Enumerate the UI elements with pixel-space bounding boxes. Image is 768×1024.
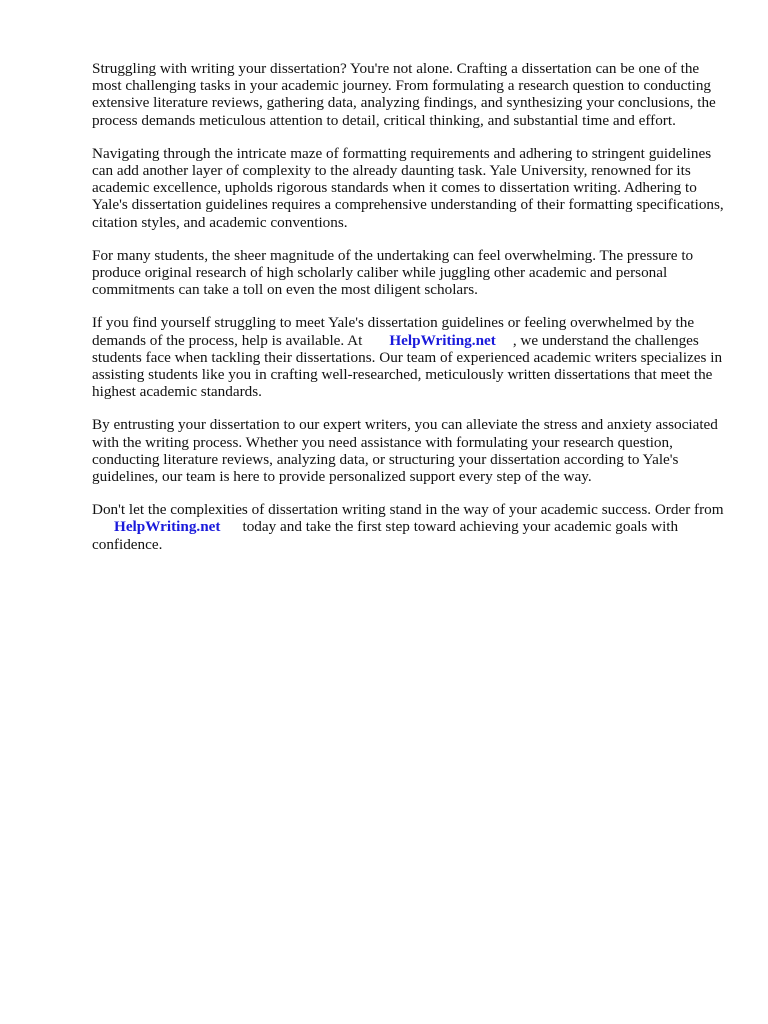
paragraph-help-text-start: If you find yourself struggling to meet Yale's dissertation guidelines or feeling overwhelmed by the demands of the process, help is available. At <box>92 314 695 349</box>
paragraph-pressure: For many students, the sheer magnitude of the undertaking can feel overwhelming. The pressure to produce original research of high scholarly caliber while juggling other academic and personal commitments can take a toll on even the most diligent scholars. <box>92 246 694 299</box>
paragraph-help <box>92 314 732 400</box>
document-page <box>92 60 732 569</box>
paragraph-help-text-end: , we understand the challenges students face when tackling their dissertations. Our team of experienced academic writers specializes in assisting students like you in crafting well-researched, meticulously written dissertations that meet the highest academic standards. <box>92 331 723 401</box>
helpwriting-link[interactable]: HelpWriting.net <box>389 331 496 349</box>
paragraph-cta-text-end: today and take the first step toward achieving your academic goals with confidence. <box>92 518 679 553</box>
helpwriting-order-link[interactable]: HelpWriting.net <box>114 518 221 536</box>
paragraph-intro: Struggling with writing your dissertation? You're not alone. Crafting a dissertation can be one of the most challenging tasks in your academic journey. From formulating a research question to conducting extensive literature reviews, gathering data, analyzing findings, and synthesizing your conclusions, the process demands meticulous attention to detail, critical thinking, and substantial time and effort. <box>92 60 716 129</box>
paragraph-entrusting: By entrusting your dissertation to our expert writers, you can alleviate the stress and anxiety associated with the writing process. Whether you need assistance with formulating your research question, conducting literature reviews, analyzing data, or structuring your dissertation according to Yale's guidelines, our team is here to provide personalized support every step of the way. <box>92 416 718 486</box>
paragraph-cta-text-start: Don't let the complexities of dissertation writing stand in the way of your academic success. Order from <box>92 501 724 519</box>
paragraph-formatting: Navigating through the intricate maze of formatting requirements and adhering to stringent guidelines can add another layer of complexity to the already daunting task. Yale University, renowned for its academic excellence, upholds rigorous standards when it comes to dissertation writing. Adhering to Yale's dissertation guidelines requires a comprehensive understanding of their formatting specifications, citation styles, and academic conventions. <box>92 144 724 231</box>
paragraph-call-to-action <box>92 501 732 553</box>
